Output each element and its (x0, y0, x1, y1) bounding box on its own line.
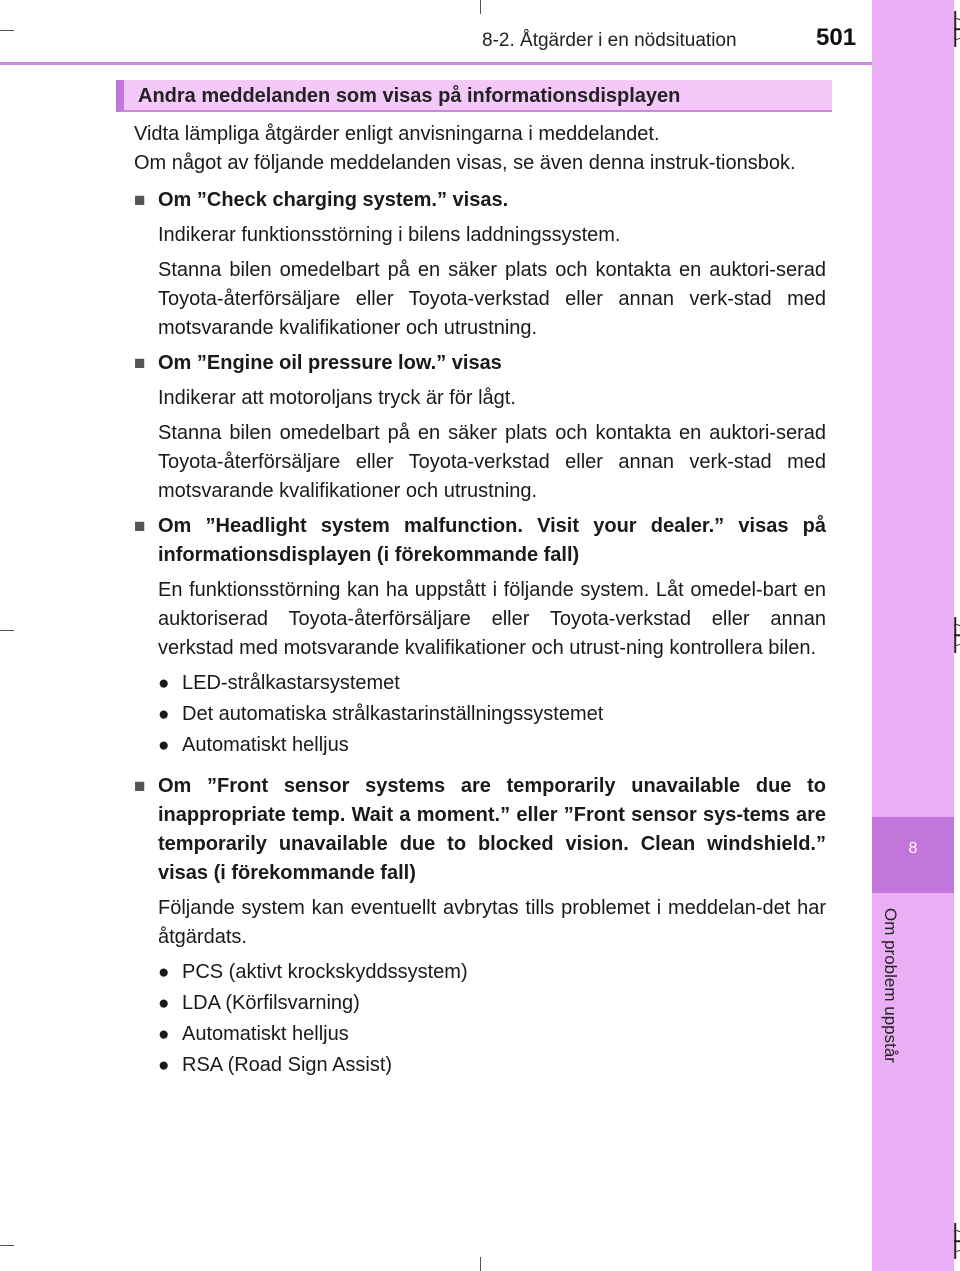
list-item-text: RSA (Road Sign Assist) (182, 1054, 393, 1076)
list-item-text: Det automatiska strålkastarinställningssystemet (182, 703, 604, 725)
message-heading-text: Om ”Front sensor systems are temporarily unavailable due to inappropriate temp. Wait a moment.” eller ”Front sensor sys-tems are temporarily unavailable due to blocked vision. Clean windshield.” visas (i förekommande fall) (158, 775, 826, 884)
message-heading-text: Om ”Headlight system malfunction. Visit your dealer.” visas på informationsdisplayen (i förekommande fall) (158, 515, 826, 566)
crop-mark (0, 1245, 14, 1246)
list-item-text: LDA (Körfilsvarning) (182, 992, 360, 1014)
dot-bullet-icon: ● (158, 735, 170, 756)
message-heading (134, 186, 826, 215)
message-paragraph: Indikerar funktionsstörning i bilens laddningssystem. (158, 224, 621, 246)
message-paragraph: Stanna bilen omedelbart på en säker plats och kontakta en auktori-serad Toyota-återförsäljare eller Toyota-verkstad eller annan verk-stad med motsvarande kvalifikationer och utrustning. (158, 259, 826, 339)
message-heading (134, 349, 826, 378)
dot-bullet-icon: ● (158, 1055, 170, 1076)
list-item-text: Automatiskt helljus (182, 734, 349, 756)
intro-paragraph: Om något av följande meddelanden visas, se även denna instruk-tionsbok. (134, 152, 796, 174)
intro-line: Vidta lämpliga åtgärder enligt anvisningarna i meddelandet. (134, 123, 660, 145)
chapter-label: Om problem uppstår (881, 908, 900, 1063)
list-item-text: Automatiskt helljus (182, 1023, 349, 1045)
header-section-ref: 8-2. Åtgärder i en nödsituation (482, 30, 737, 51)
list-item (134, 1020, 826, 1049)
list-item (134, 1051, 826, 1080)
chapter-label-wrap (876, 908, 904, 1088)
chapter-number: 8 (908, 840, 918, 857)
dot-bullet-icon: ● (158, 962, 170, 983)
list-item-text: PCS (aktivt krockskyddssystem) (182, 961, 468, 983)
message-paragraph: Stanna bilen omedelbart på en säker plats och kontakta en auktori-serad Toyota-återförsäljare eller Toyota-verkstad eller annan verk-stad med motsvarande kvalifikationer och utrustning. (158, 422, 826, 502)
list-item-text: LED-strålkastarsystemet (182, 672, 400, 694)
list-item (134, 958, 826, 987)
message-heading-text: Om ”Check charging system.” visas. (158, 189, 509, 211)
message-paragraph: Indikerar att motoroljans tryck är för lågt. (158, 387, 516, 409)
message-heading (134, 512, 826, 570)
dot-bullet-icon: ● (158, 1024, 170, 1045)
dot-bullet-icon: ● (158, 704, 170, 725)
page-number: 501 (816, 24, 857, 51)
square-bullet-icon: ■ (134, 776, 146, 797)
square-bullet-icon: ■ (134, 190, 146, 211)
list-item (134, 700, 826, 729)
crop-mark (0, 30, 14, 31)
list-item (134, 731, 826, 760)
dot-bullet-icon: ● (158, 993, 170, 1014)
crop-mark (480, 0, 481, 14)
message-heading-text: Om ”Engine oil pressure low.” visas (158, 352, 502, 374)
square-bullet-icon: ■ (134, 353, 146, 374)
dot-bullet-icon: ● (158, 673, 170, 694)
main-content (134, 120, 826, 1082)
crop-mark (0, 630, 14, 631)
crop-mark (480, 1257, 481, 1271)
message-heading (134, 772, 826, 888)
section-title: Andra meddelanden som visas på informationsdisplayen (138, 85, 681, 107)
section-title-bar (116, 80, 832, 112)
header-rule (0, 62, 872, 65)
list-item (134, 669, 826, 698)
list-item (134, 989, 826, 1018)
message-paragraph: En funktionsstörning kan ha uppstått i följande system. Låt omedel-bart en auktoriserad Toyota-återförsäljare eller Toyota-verkstad eller annan verkstad med motsvarande kvalifikationer och utrust-ning kontrollera bilen. (158, 579, 826, 659)
square-bullet-icon: ■ (134, 516, 146, 537)
message-paragraph: Följande system kan eventuellt avbrytas tills problemet i meddelan-det har åtgärdats. (158, 897, 826, 948)
